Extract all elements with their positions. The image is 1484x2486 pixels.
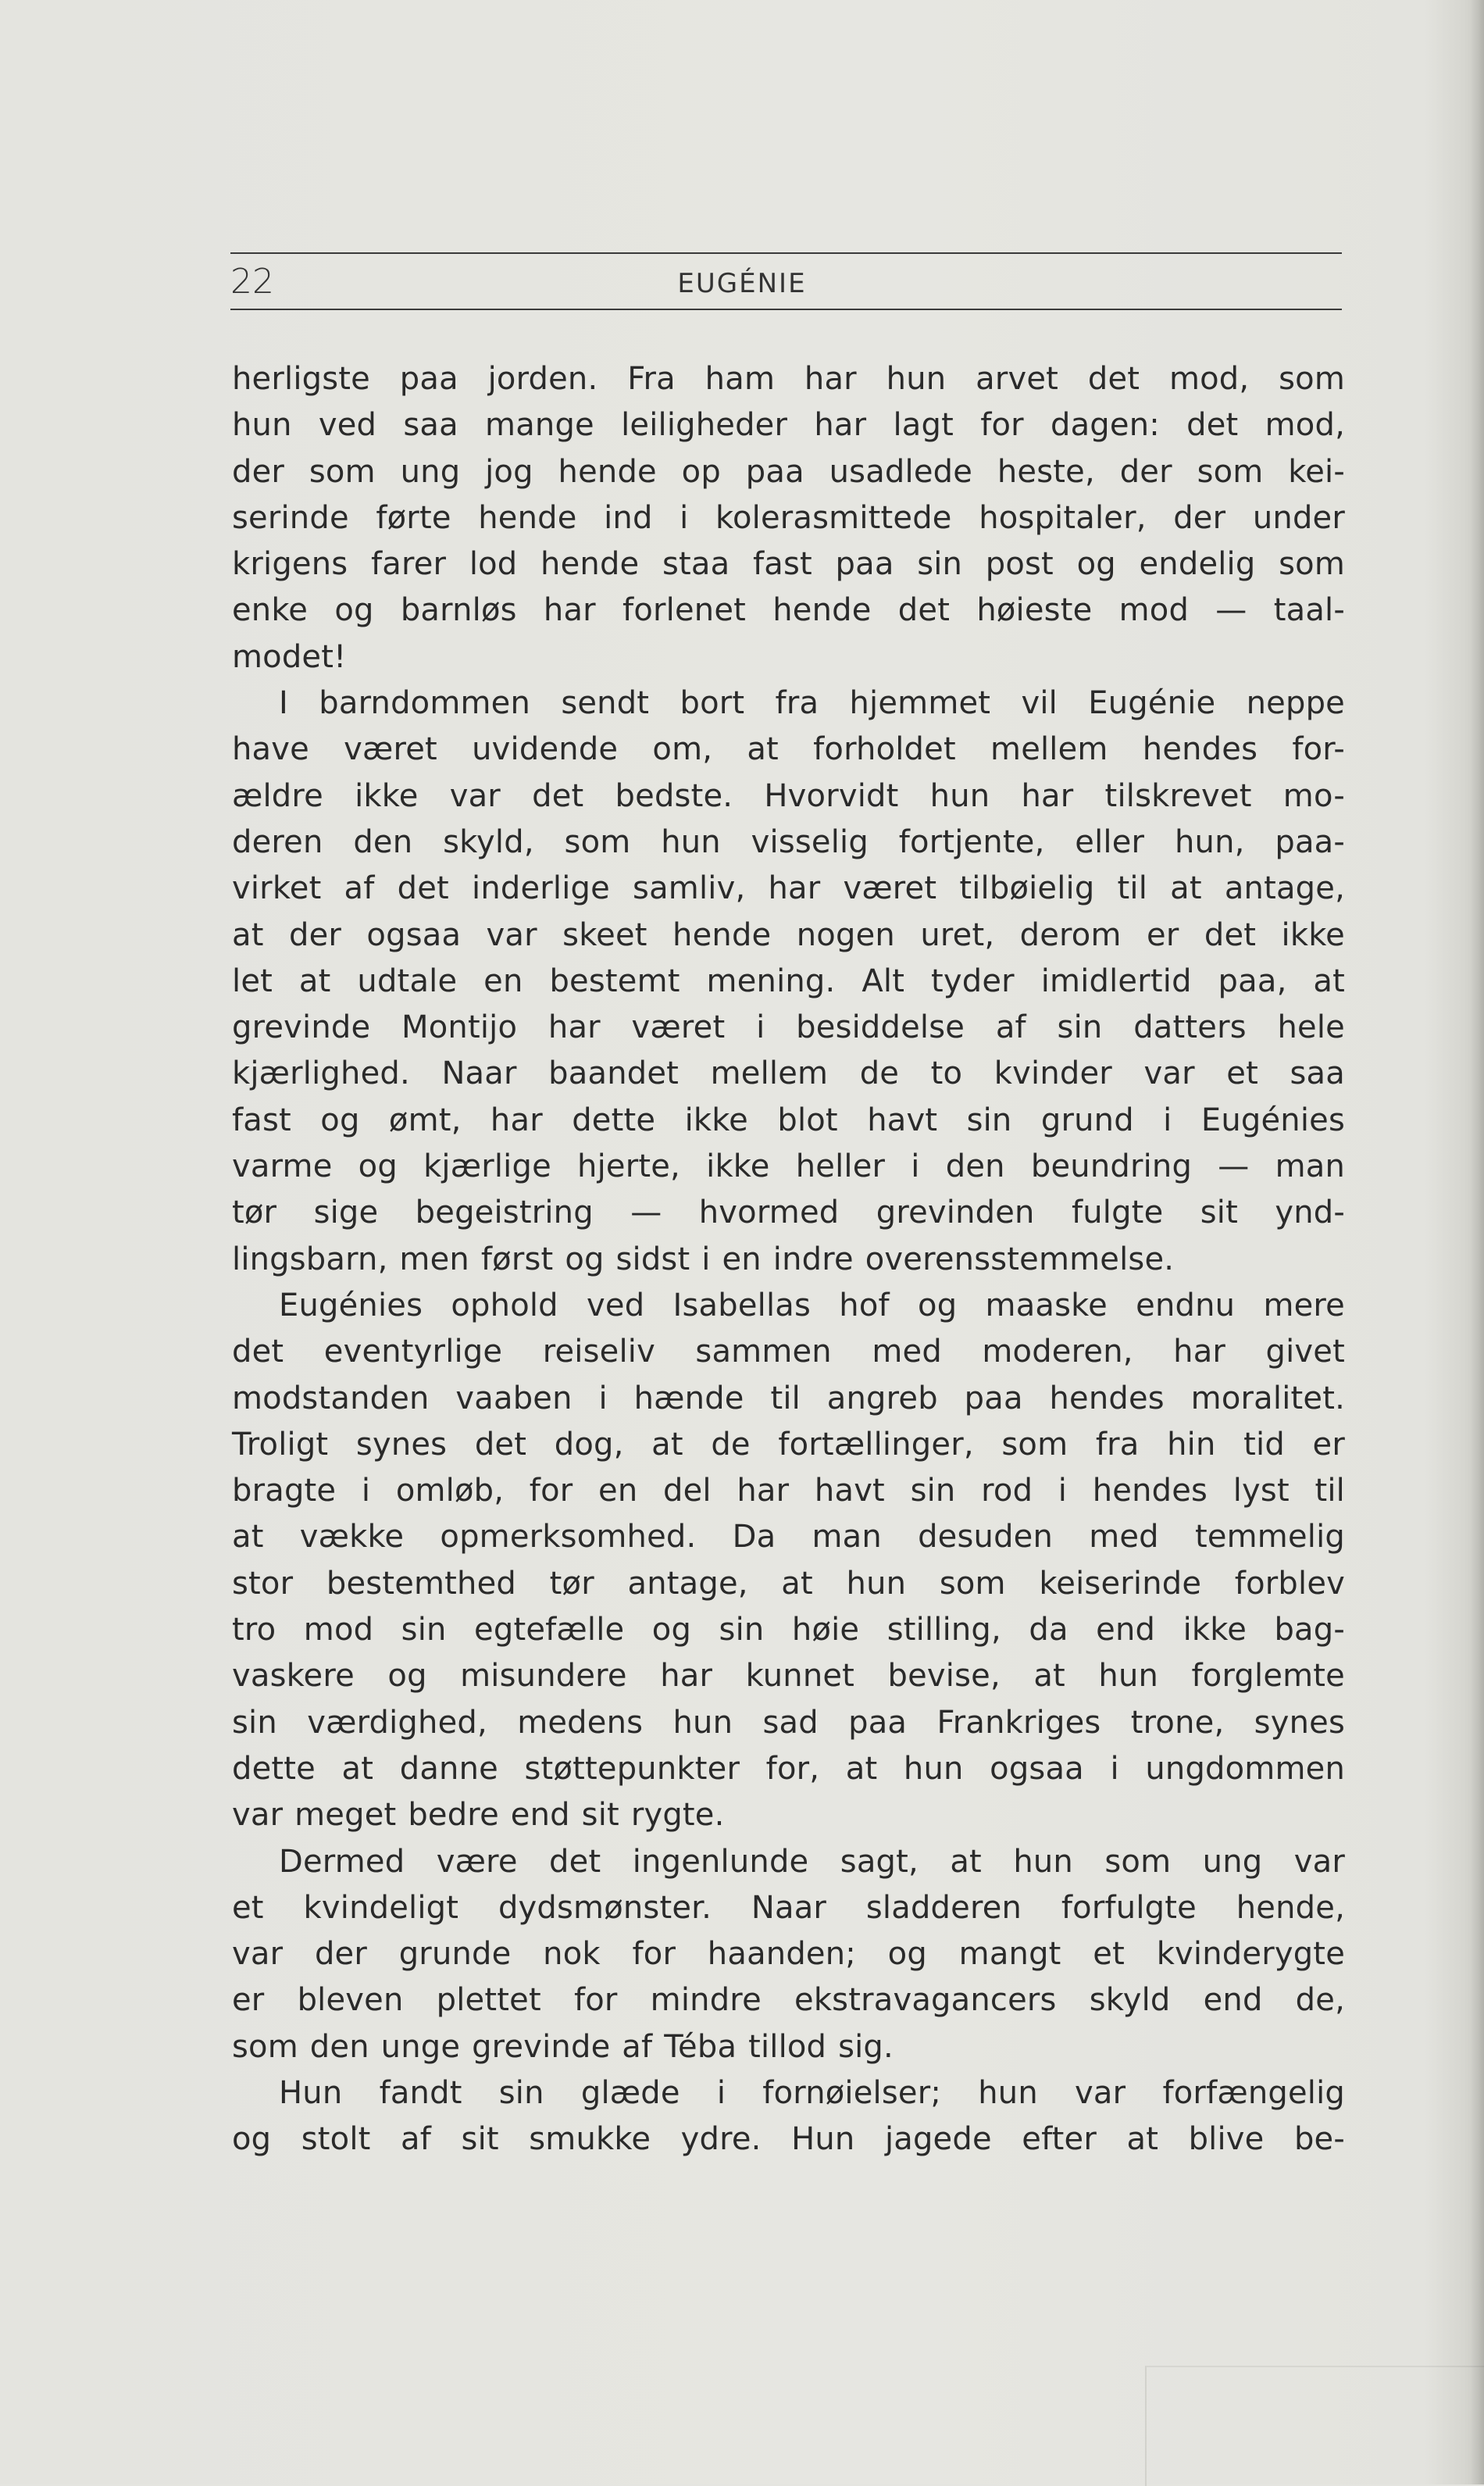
text-line: tør sige begeistring — hvormed grevinden fulgte sit ynd- xyxy=(232,1195,1345,1231)
text-line: var meget bedre end sit rygte. xyxy=(232,1797,725,1834)
text-line: at vække opmerksomhed. Da man desuden med temmelig xyxy=(232,1519,1345,1556)
text-line: der som ung jog hende op paa usadlede heste, der som kei- xyxy=(232,453,1345,490)
text-line: virket af det inderlige samliv, har været tilbøielig til at antage, xyxy=(232,870,1345,907)
text-line: modet! xyxy=(232,638,347,675)
text-line: er bleven plettet for mindre ekstravagancers skyld end de, xyxy=(232,1982,1345,2019)
text-line: grevinde Montijo har været i besiddelse af sin datters hele xyxy=(232,1009,1345,1046)
page-edge-shadow xyxy=(1470,0,1484,2484)
text-line: og stolt af sit smukke ydre. Hun jagede efter at blive be- xyxy=(232,2121,1345,2158)
text-line: ældre ikke var det bedste. Hvorvidt hun har tilskrevet mo- xyxy=(232,777,1345,814)
body-text xyxy=(232,356,1345,2163)
text-line: Dermed være det ingenlunde sagt, at hun som ung var xyxy=(279,1843,1345,1880)
text-line: lingsbarn, men først og sidst i en indre overensstemmelse. xyxy=(232,1241,1175,1277)
text-line: Eugénies ophold ved Isabellas hof og maaske endnu mere xyxy=(279,1287,1345,1323)
header-rule-bottom xyxy=(230,309,1342,310)
text-line: I barndommen sendt bort fra hjemmet vil Eugénie neppe xyxy=(279,685,1345,722)
text-line: Hun fandt sin glæde i fornøielser; hun var forfængelig xyxy=(279,2074,1345,2111)
text-line: fast og ømt, har dette ikke blot havt sin grund i Eugénies xyxy=(232,1102,1345,1138)
text-line: herligste paa jorden. Fra ham har hun arvet det mod, som xyxy=(232,361,1345,397)
text-line: stor bestemthed tør antage, at hun som keiserinde forblev xyxy=(232,1565,1345,1602)
text-line: som den unge grevinde af Téba tillod sig. xyxy=(232,2028,894,2065)
text-line: kjærlighed. Naar baandet mellem de to kvinder var et saa xyxy=(232,1055,1345,1092)
text-line: varme og kjærlige hjerte, ikke heller i den beundring — man xyxy=(232,1148,1345,1185)
text-line: vaskere og misundere har kunnet bevise, at hun forglemte xyxy=(232,1658,1345,1695)
text-line: Troligt synes det dog, at de fortællinger, som fra hin tid er xyxy=(232,1426,1345,1463)
text-line: dette at danne støttepunkter for, at hun ogsaa i ungdommen xyxy=(232,1750,1345,1787)
text-line: modstanden vaaben i hænde til angreb paa hendes moralitet. xyxy=(232,1380,1345,1416)
text-line: serinde førte hende ind i kolerasmittede hospitaler, der under xyxy=(232,499,1345,536)
page-corner-mark xyxy=(1145,2366,1484,2486)
text-line: det eventyrlige reiseliv sammen med moderen, har givet xyxy=(232,1334,1345,1370)
text-line: krigens farer lod hende staa fast paa sin post og endelig som xyxy=(232,546,1345,583)
text-line: enke og barnløs har forlenet hende det høieste mod — taal- xyxy=(232,592,1345,629)
text-line: have været uvidende om, at forholdet mellem hendes for- xyxy=(232,731,1345,768)
text-line: let at udtale en bestemt mening. Alt tyder imidlertid paa, at xyxy=(232,963,1345,999)
text-line: tro mod sin egtefælle og sin høie stilling, da end ikke bag- xyxy=(232,1612,1345,1648)
text-line: bragte i omløb, for en del har havt sin rod i hendes lyst til xyxy=(232,1473,1345,1509)
running-head: EUGÉNIE xyxy=(677,268,807,299)
page-number: 22 xyxy=(230,262,274,302)
text-line: var der grunde nok for haanden; og mangt et kvinderygte xyxy=(232,1936,1345,1973)
text-line: sin værdighed, medens hun sad paa Frankriges trone, synes xyxy=(232,1704,1345,1741)
text-line: et kvindeligt dydsmønster. Naar sladderen forfulgte hende, xyxy=(232,1889,1345,1926)
text-line: at der ogsaa var skeet hende nogen uret, derom er det ikke xyxy=(232,916,1345,953)
text-line: deren den skyld, som hun visselig fortjente, eller hun, paa- xyxy=(232,823,1345,860)
text-line: hun ved saa mange leiligheder har lagt for dagen: det mod, xyxy=(232,407,1345,444)
header-rule-top xyxy=(230,252,1342,254)
